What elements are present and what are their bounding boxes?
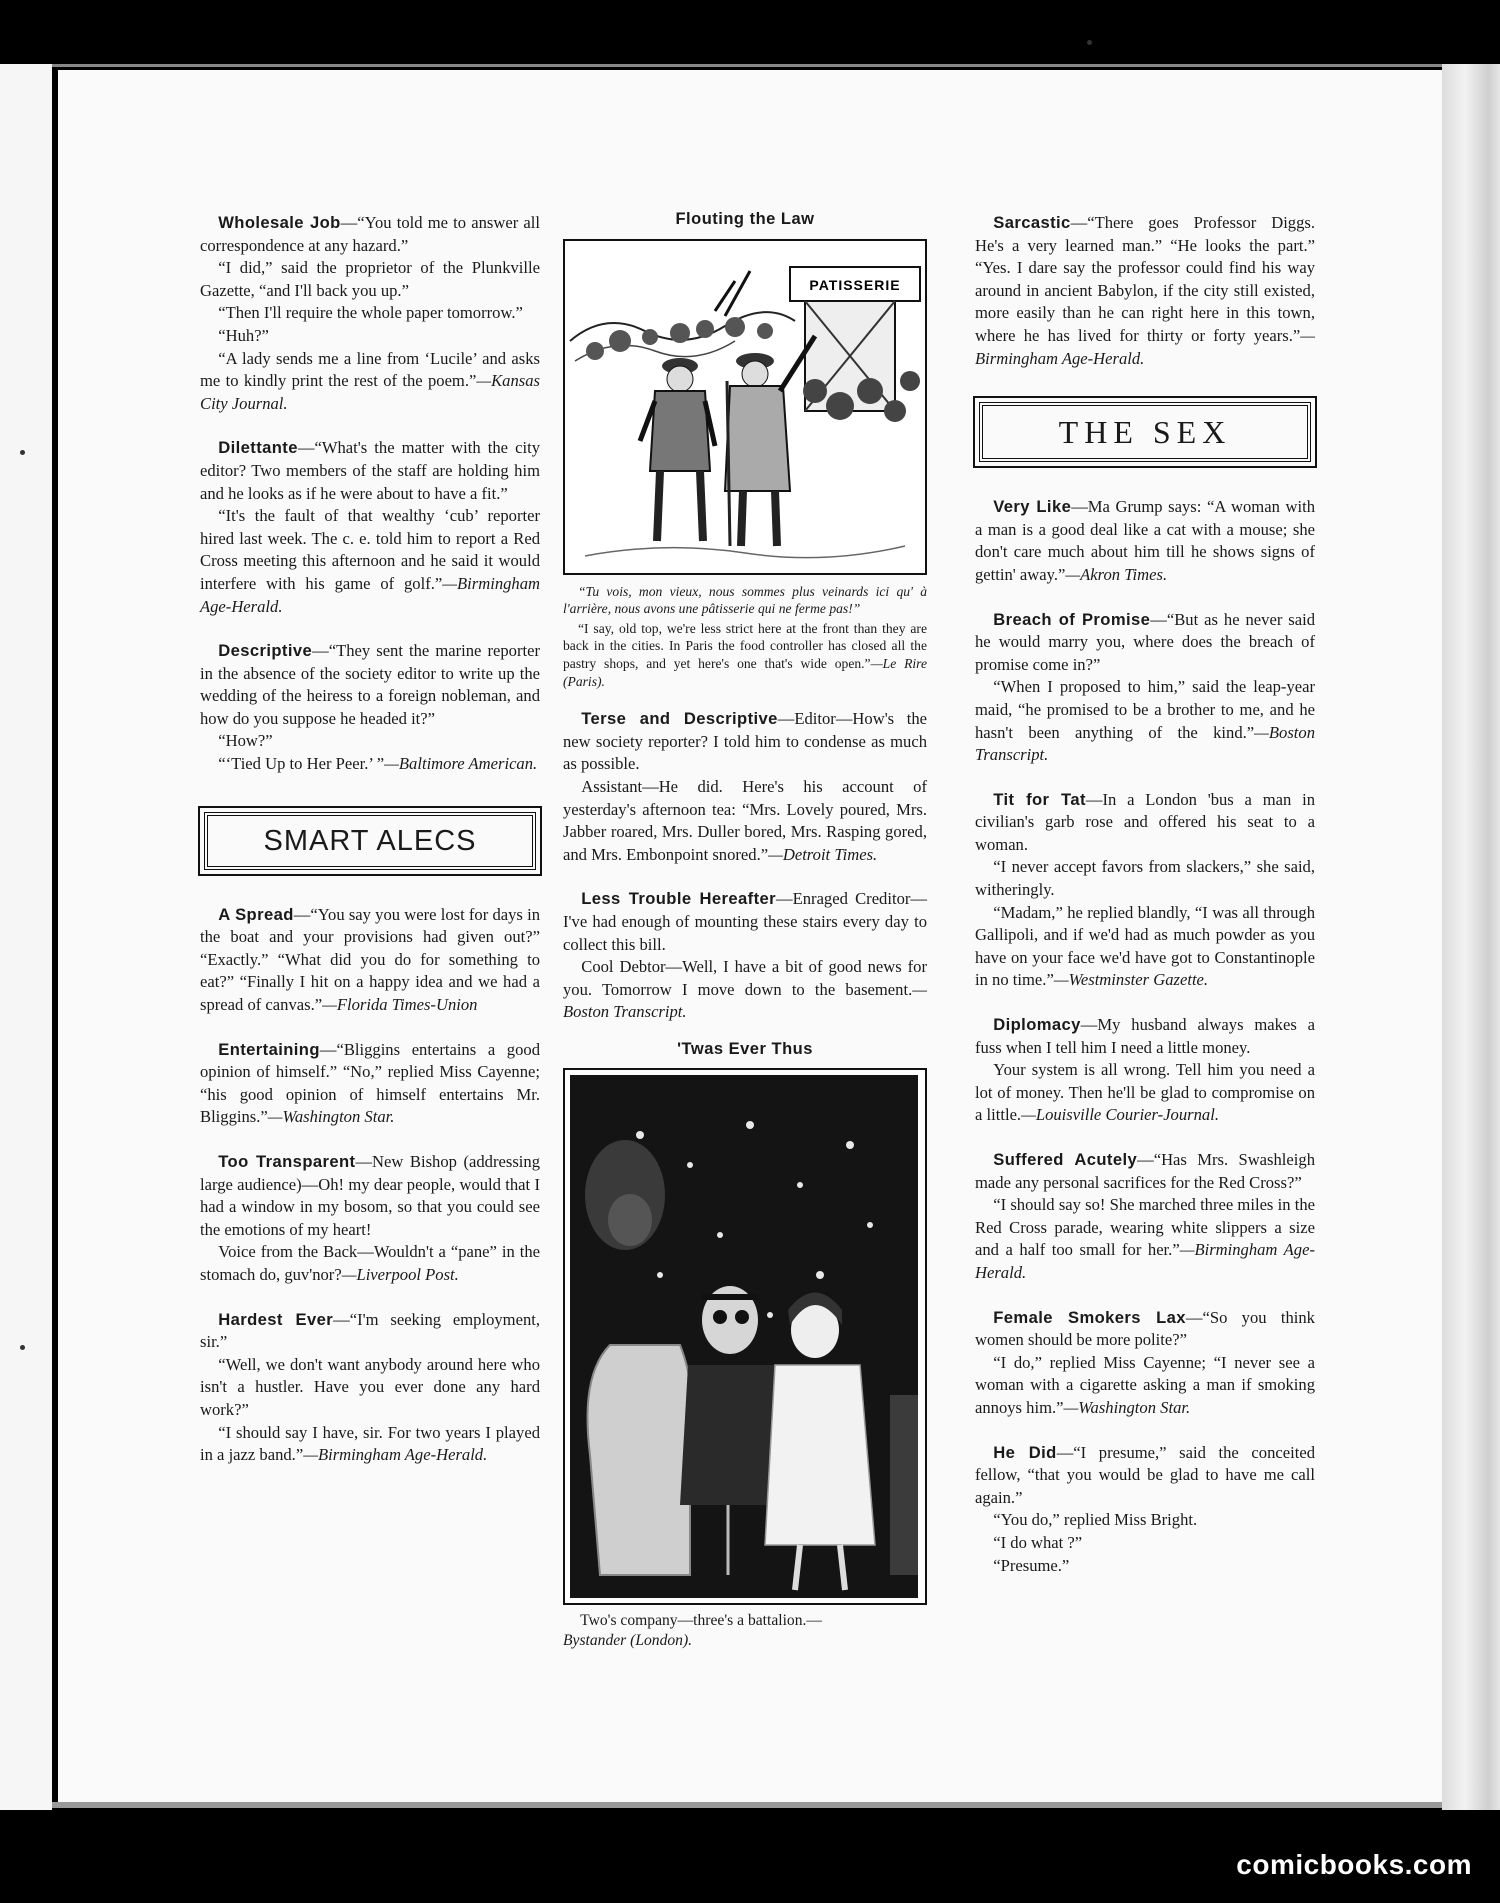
cartoon-french-caption: “Tu vois, mon vieux, nous sommes plus veinards ici qu' à l'arrière, nous avons une pâtisserie qui ne ferme pas!” — [563, 583, 927, 617]
joke — [200, 1309, 540, 1467]
joke-text: —“I presume,” said the conceited fellow, “that you would be glad to have me call again.” — [975, 1442, 1315, 1507]
joke-text: —In a London 'bus a man in civilian's garb rose and offered his seat to a woman. — [975, 789, 1315, 854]
joke-heading: Sarcastic — [993, 213, 1071, 232]
joke — [200, 437, 540, 618]
joke-text: “I never accept favors from slackers,” she said, witheringly. — [975, 857, 1315, 900]
left-column — [200, 212, 540, 1467]
joke-heading: Female Smokers Lax — [993, 1307, 1186, 1327]
joke-source: —Birmingham Age-Herald. — [975, 1240, 1315, 1282]
joke-heading: Wholesale Job — [218, 213, 341, 232]
joke-heading: Too Transparent — [218, 1152, 356, 1171]
joke-text: “You do,” replied Miss Bright. — [993, 1510, 1198, 1530]
shop-sign-text: PATISSERIE — [809, 276, 901, 293]
middle-column — [563, 208, 927, 1651]
joke-text: “I should say so! She marched three miles in the Red Cross parade, wearing white slippers a size and a half too small for her.” — [975, 1195, 1315, 1260]
cartoon-source: —Le Rire (Paris). — [563, 655, 927, 689]
joke-heading: Less Trouble Hereafter — [581, 889, 777, 909]
joke — [975, 1014, 1315, 1127]
soldiers-illustration — [565, 241, 925, 569]
joke-text: “I do what ?” — [993, 1532, 1083, 1552]
soldier-right — [725, 336, 815, 546]
joke — [563, 708, 927, 866]
joke-text: —“So you think women should be more polite?” — [975, 1307, 1315, 1350]
joke — [200, 904, 540, 1017]
joke-heading: Hardest Ever — [218, 1309, 334, 1329]
wicker-chair — [588, 1345, 694, 1575]
page-top-edge — [52, 64, 1500, 67]
joke-text: “I should say I have, sir. For two years I played in a jazz band.” — [200, 1422, 540, 1465]
cartoon-title: 'Twas Ever Thus — [677, 1039, 813, 1058]
joke — [975, 1149, 1315, 1285]
joke-source: —Birmingham Age-Herald. — [303, 1445, 488, 1465]
joke-text: “Then I'll require the whole paper tomorrow.” — [218, 303, 523, 323]
left-margin-strip — [0, 64, 52, 1810]
cartoon-title: Flouting the Law — [675, 210, 815, 228]
joke-source: —Birmingham Age-Herald. — [975, 325, 1315, 368]
joke — [975, 1307, 1315, 1420]
joke-text: —Editor—How's the new society reporter? I told him to condense as much as possible. — [563, 709, 927, 774]
joke-source: —Boston Transcript. — [563, 979, 927, 1022]
joke-source: —Boston Transcript. — [975, 722, 1315, 765]
joke-text: “‘Tied Up to Her Peer.’ ” — [218, 754, 385, 774]
joke-source: —Washington Star. — [267, 1107, 395, 1127]
joke — [563, 888, 927, 1024]
joke-text: “Well, we don't want anybody around here who isn't a hustler. Have you ever done any hard work?” — [200, 1354, 540, 1419]
joke-heading: Terse and Descriptive — [581, 709, 778, 729]
joke-text: “Madam,” he replied blandly, “I was all through Gallipoli, and if we'd had as much powder as you have on your face we'd have got to Constantinople in no time.” — [975, 902, 1315, 990]
joke-text: —Ma Grump says: “A woman with a man is a good deal like a cat with a mouse; she don't care much about him till he shows signs of gettin' away.” — [975, 497, 1315, 584]
joke-source: —Baltimore American. — [384, 754, 538, 774]
joke — [200, 212, 540, 415]
joke-text: Voice from the Back—Wouldn't a “pane” in the stomach do, guv'nor? — [200, 1242, 540, 1284]
cartoon-soldiers-patisserie — [563, 239, 927, 575]
joke-heading: Tit for Tat — [993, 789, 1086, 809]
joke — [200, 1039, 540, 1129]
joke-text: Your system is all wrong. Tell him you need a lot of money. Then he'll be glad to compromise on a little. — [975, 1060, 1315, 1125]
soldier-left — [640, 358, 715, 541]
cartoon-caption: Two's company—three's a battalion.— — [580, 1612, 822, 1630]
couple-illustration — [570, 1075, 918, 1598]
cartoon-source: Bystander (London). — [563, 1632, 693, 1650]
joke — [975, 609, 1315, 767]
speck — [20, 1345, 25, 1350]
joke-source: —Washington Star. — [1063, 1397, 1191, 1417]
page-bottom-edge — [52, 1802, 1442, 1808]
joke-heading: Descriptive — [218, 641, 313, 661]
joke-text: —“But as he never said he would marry you, where does the breach of promise come in?” — [975, 609, 1316, 674]
joke-heading: Dilettante — [218, 438, 298, 458]
joke-source: —Florida Times-Union — [322, 995, 478, 1015]
joke-text: —New Bishop (addressing large audience)—Oh! my dear people, would that I had a window in my bosom, so that you could see the emotions of my heart! — [200, 1152, 540, 1239]
joke-text: “How?” — [218, 731, 273, 751]
joke-text: —“You say you were lost for days in the boat and your provisions had given out?” “Exactly.” “What did you do for something to eat?” “Finally I hit on a happy idea and we had a spread of canvas.” — [200, 904, 540, 1015]
joke-heading: Suffered Acutely — [993, 1150, 1138, 1169]
joke-text: “A lady sends me a line from ‘Lucile’ and asks me to kindly print the rest of the poem.” — [200, 348, 540, 391]
joke-text: —“There goes Professor Diggs. He's a very learned man.” “He looks the part.” “Yes. I dare say the professor could find his way around in ancient Babylon, if the city still existed, more easily than he can right here in this town, where he has lived for thirty or forty years.” — [975, 213, 1315, 345]
section-banner — [204, 812, 536, 870]
joke-source: —Detroit Times. — [768, 844, 878, 864]
joke-text: —“You told me to answer all correspondence at any hazard.” — [200, 213, 540, 255]
joke-heading: Very Like — [993, 497, 1072, 517]
joke-heading: He Did — [993, 1442, 1057, 1462]
joke-text: “Huh?” — [218, 325, 269, 345]
joke-text: “It's the fault of that wealthy ‘cub’ reporter hired last week. The c. e. told him to report a Red Cross meeting this afternoon and he said it would interfere with his game of golf.” — [200, 506, 540, 593]
joke-text: “I did,” said the proprietor of the Plunkville Gazette, “and I'll back you up.” — [200, 258, 540, 300]
joke — [975, 212, 1315, 370]
joke — [975, 789, 1315, 992]
joke-source: —Louisville Courier-Journal. — [1021, 1105, 1219, 1125]
joke-source: —Birmingham Age-Herald. — [200, 573, 540, 616]
joke-text: “When I proposed to him,” said the leap-year maid, “he promised to be a brother to me, and he hasn't been anything of the kind.” — [975, 677, 1315, 742]
joke-text: “Presume.” — [993, 1555, 1070, 1575]
page-binding-edge — [1442, 64, 1500, 1810]
joke-source: —Liverpool Post. — [341, 1264, 459, 1284]
joke-text: “I do,” replied Miss Cayenne; “I never see a woman with a cigarette asking a man if smoking annoys him.” — [975, 1352, 1315, 1417]
joke-heading: A Spread — [218, 904, 294, 924]
speck — [20, 450, 25, 455]
joke — [975, 1442, 1315, 1578]
section-banner — [979, 402, 1311, 462]
joke-source: —Akron Times. — [1065, 564, 1168, 584]
right-column — [975, 212, 1315, 1577]
joke-text: —“I'm seeking employment, sir.” — [200, 1309, 541, 1352]
joke-heading: Entertaining — [218, 1039, 320, 1059]
cartoon-english-caption: “I say, old top, we're less strict here at the front than they are back in the cities. In Paris the food controller has closed all the pastry shops, and yet here's one that's wide open.” — [563, 620, 927, 671]
joke-text: —My husband always makes a fuss when I tell him I need a little money. — [975, 1015, 1315, 1057]
joke-text: —“They sent the marine reporter in the absence of the society editor to write up the wedding of the heiress to a foreign nobleman, and how do you suppose he headed it?” — [200, 641, 540, 728]
joke-text: —“Bliggins entertains a good opinion of himself.” “No,” replied Miss Cayenne; “his good opinion of himself entertains Mr. Bliggins.” — [200, 1039, 540, 1127]
section-title: THE SEX — [1058, 414, 1232, 451]
joke — [200, 1151, 540, 1287]
section-title: SMART ALECS — [263, 824, 477, 857]
joke-heading: Breach of Promise — [993, 609, 1151, 629]
joke-text: —Enraged Creditor—I've had enough of mounting these stairs every day to collect this bill. — [563, 889, 927, 954]
speck — [1087, 40, 1092, 45]
joke-text: —“Has Mrs. Swashleigh made any personal sacrifices for the Red Cross?” — [975, 1150, 1315, 1192]
joke-text: Assistant—He did. Here's his account of yesterday's afternoon tea: “Mrs. Lovely poured, Mrs. Jabber roared, Mrs. Duller bored, Mrs. Rasping gored, and Mrs. Embonpoint snored.” — [563, 776, 927, 864]
watermark-logo[interactable]: comicbooks.com — [1236, 1849, 1472, 1880]
joke — [975, 496, 1315, 586]
joke-source: —Westminster Gazette. — [1053, 970, 1209, 990]
joke-text: Cool Debtor—Well, I have a bit of good news for you. Tomorrow I move down to the basement. — [563, 957, 927, 999]
joke — [200, 640, 540, 776]
joke-source: —Kansas City Journal. — [200, 371, 540, 413]
joke-text: —“What's the matter with the city editor? Two members of the staff are holding him and he looks as if he were about to have a fit.” — [200, 438, 540, 503]
joke-heading: Diplomacy — [993, 1015, 1081, 1035]
cartoon-theatre-couple — [563, 1068, 927, 1605]
